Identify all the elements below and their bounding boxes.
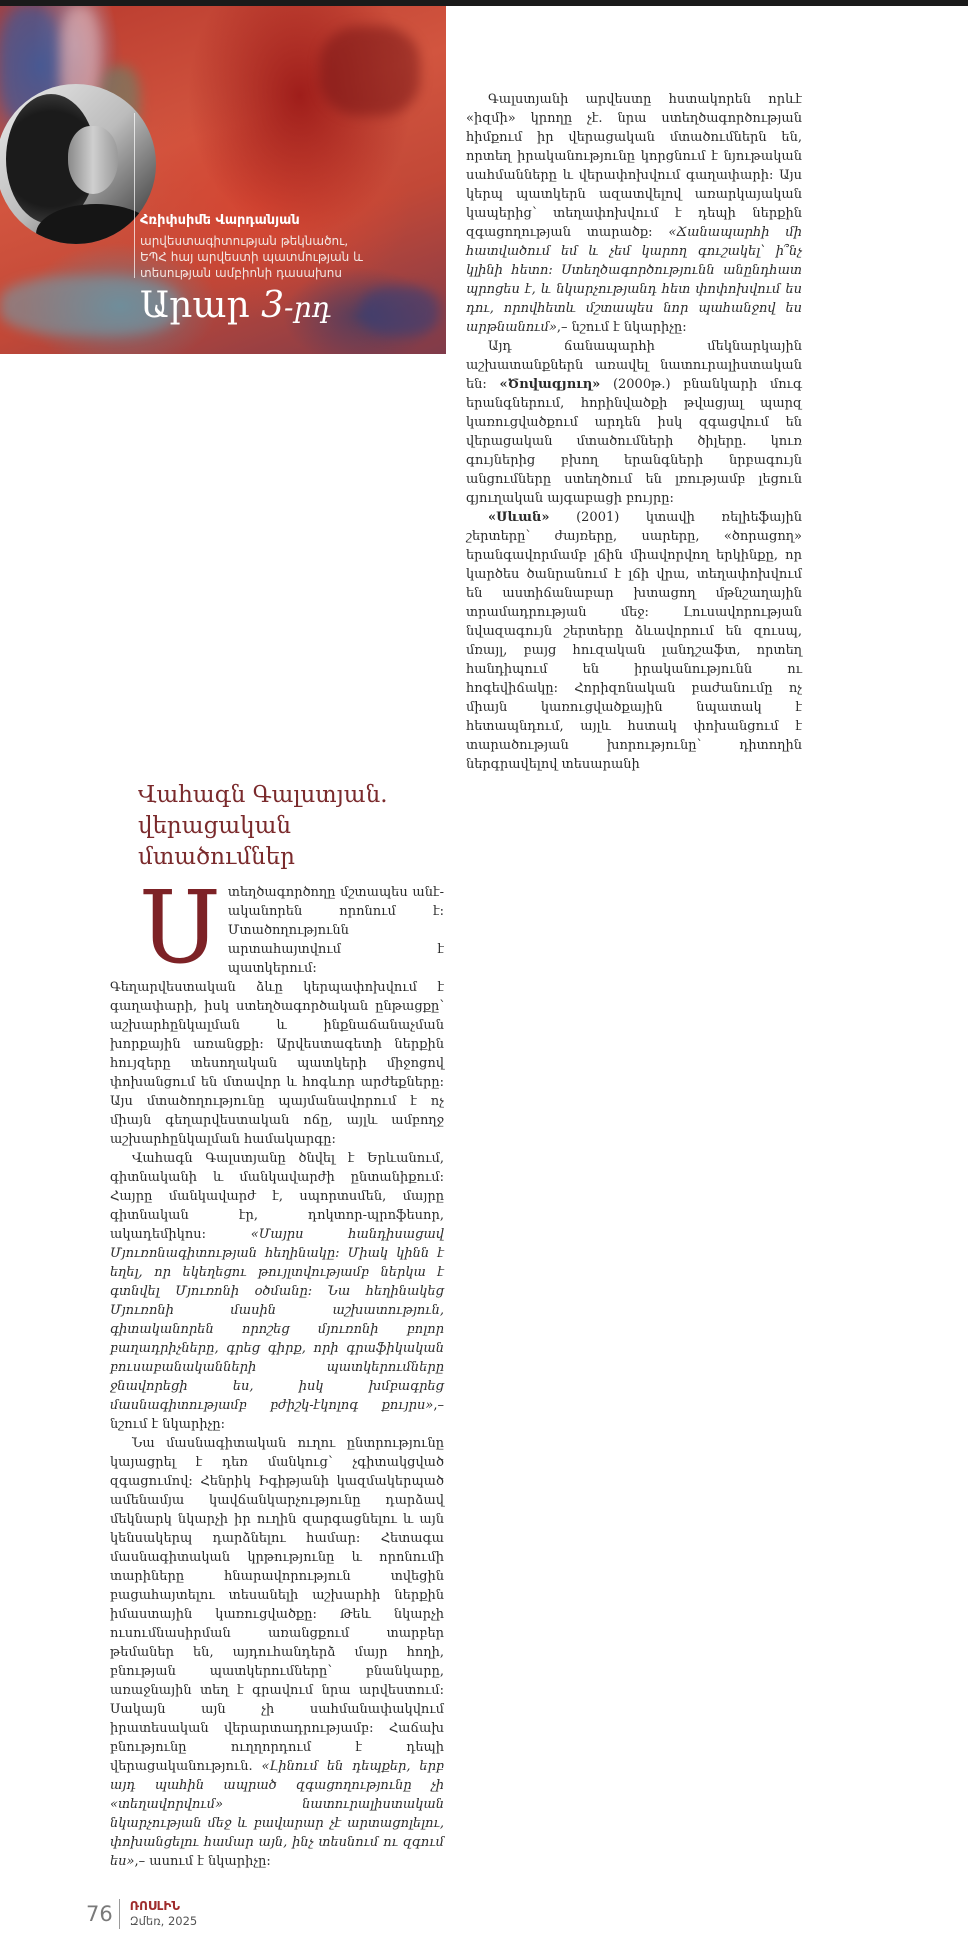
paragraph-text: Այդ ճանապարհի մեկնարկային աշխատանքներն առավել նատուրալիստական են: xyxy=(466,339,802,392)
article-column-right xyxy=(446,6,802,774)
headline-line-1: Վահագն Գալստյան. xyxy=(138,782,388,808)
author-credential-line: տեսության ամբիոնի դասախոս xyxy=(140,266,342,280)
article-column-left xyxy=(110,869,444,1871)
footer-divider xyxy=(119,1899,120,1929)
paragraph-text: (2001) կտավի ռելիեֆային շերտերը՝ ժայռերը, սարերը, «ծորացող» երանգավորմամբ լճին միավորվող երկինքը, որ կարծես ծանրանում է լճի վրա, տեղափոխվում են աստիճանաբար խտացող մթնշաղային տրամադրության մեջ: Լուսավորության նվազագույն շերտերը ձևավորում են զուսպ, մռայլ, բայց հուզական լանդշաֆտ, որտեղ հանդիպում են իրականությունն ու հոգեվիճակը: Հորիզոնական բաժանումը ոչ միայն կառուցվածքային նպատակ է հետապնդում, այլև հստակ փոխանցում է տարածության խորությունը՝ դիտողին ներգրավելով տեսարանի xyxy=(466,510,802,772)
quote-attribution: ,– ասում է նկարիչը: xyxy=(134,1854,271,1869)
headline-line-2: վերացական մտածումներ xyxy=(138,813,295,870)
paragraph-path xyxy=(110,1434,444,1871)
artwork-title: «Սևան» xyxy=(488,510,550,525)
drop-cap: Ս xyxy=(140,869,220,986)
section-number: 3 xyxy=(261,285,285,326)
quote-attribution: ,– նշում է նկարիչը: xyxy=(110,1398,444,1432)
artist-quote: «Ճանապարհի մի հատվածում եմ և չեմ կարող գուշակել՝ ի՞նչ կլինի հետո: Ստեղծագործությունն անընդհատ պրոցես է, և նկարչությանդ հետ փոփոխվում ես դու, որովհետև մշտապես նոր պահանջով ես արթնանում» xyxy=(466,225,802,335)
magazine-name: ՌՈՍԼԻՆ xyxy=(129,1899,180,1913)
divider-line xyxy=(134,113,135,278)
section-label xyxy=(140,285,440,329)
article-headline xyxy=(138,780,444,873)
paragraph-text: Գալստյանի արվեստը հստակորեն որևէ «իզմի» կրողը չէ. նրա ստեղծագործության հիմքում իր վերացական մտածումներն են, որտեղ իրականությունը կորցնում է նյութական սահմանները և վերափոխվում գաղափարի: Այս կերպ պատկերն ազատվելով առարկայական կապերից՝ տեղափոխվում է դեպի ներքին զգացողության տարածք: xyxy=(466,92,802,240)
artist-quote: «Մայրս հանդիսացավ Մյուռոնագիտության հեղինակը: Միակ կինն է եղել, որ եկեղեցու թույլտվությամբ ներկա է գտնվել Մյուռոնի օծմանը: Նա հեղինակեց Մյուռոնի մասին աշխատություն, գիտականորեն որոշեց մյուռոնի բոլոր բաղադրիչները, գրեց գիրք, որի գրաֆիկական բուսաբանականների պատկերումները ջնավորեցի ես, իսկ խմբագրեց մասնագիտությամբ բժիշկ-էկոլոգ քույրս» xyxy=(110,1227,444,1413)
section-word: Արար xyxy=(140,285,250,326)
section-suffix: -րդ xyxy=(284,291,332,324)
paragraph-text: տեղծագործողը մշտապես անէ-ականորեն որոնում է: Մտածողությունն արտահայտվում է պատկերում: Գեղարվեստական ձևը կերպափոխվում է գաղափարի, իսկ ստեղծագործական ընթացքը՝ աշխարհընկալման և ինքնաճանաչման խորքային առանցքի: Արվեստագետի ներքին հույզերը տեսողական պատկերի միջոցով փոխանցում են մտավոր և հոգևոր արժեքները: Այս մտածողությունը պայմանավորում է ոչ միայն գեղարվեստական ոճը, այլև ամբողջ աշխարհընկալման համակարգը: xyxy=(110,885,444,1147)
paragraph-early-works xyxy=(466,337,802,508)
hero-text-stack xyxy=(140,212,440,329)
author-credential-line: արվեստագիտության թեկնածու, xyxy=(140,234,349,248)
author-credential-line: ԵՊՀ հայ արվեստի պատմության և xyxy=(140,250,363,264)
paragraph-sevan xyxy=(466,508,802,774)
magazine-page xyxy=(0,6,968,1929)
page-footer xyxy=(86,1899,968,1929)
paragraph-text: (2000թ.) բնանկարի մուգ երանգներում, հորինվածքի թվացյալ պարզ կառուցվածքում արդեն իսկ զգացվում են վերացական մտածումների ծիլերը. կուռ գույներից բխող երանգների նրբագույն անցումները ստեղծում են լռությամբ լեցուն գյուղական այգաբացի բույրը: xyxy=(466,377,802,506)
paragraph-biography xyxy=(110,1149,444,1434)
page-number: 76 xyxy=(86,1902,113,1926)
author-name: Հռիփսիմե Վարդանյան xyxy=(140,213,300,228)
author-credentials xyxy=(140,233,440,281)
lower-section xyxy=(0,774,968,1871)
paragraph-intro xyxy=(110,869,444,1149)
upper-section xyxy=(0,6,968,774)
artwork-title: «Ծովագյուղ» xyxy=(499,377,601,392)
quote-attribution: ,– նշում է նկարիչը: xyxy=(556,320,687,335)
issue-date: Զմեռ, 2025 xyxy=(129,1914,198,1928)
footer-meta xyxy=(130,1899,198,1929)
hero-painting-banner xyxy=(0,6,446,354)
paragraph-text: Վահագն Գալստյանը ծնվել է Երևանում, գիտնականի և մանկավարժի ընտանիքում: Հայրը մանկավարժ է, սպորտսմեն, մայրը գիտնական էր, դոկտոր-պրոֆեսոր, ակադեմիկոս: xyxy=(110,1151,444,1242)
paragraph-abstraction xyxy=(466,90,802,337)
article-left-block xyxy=(110,774,444,1871)
paragraph-text: Նա մասնագիտական ուղու ընտրությունը կայացրել է դեռ մանկուց՝ չգիտակցված զգացումով: Հենրիկ Իգիթյանի կազմակերպած ամենամյա կավճանկարչությունը դարձավ մեկնարկ նկարչի իր ուղին զարգացնելու և այն կենսակերպ դարձնելու համար: Հետագա մասնագիտական կրթությունը և որոնումի տարիները հնարավորություն տվեցին բացահայտելու տեսանելի աշխարհի ներքին իմաստային կառուցվածքը: Թեև նկարչի ուսումնասիրման առանցքում տարբեր թեմաներ են, այդուհանդերձ մայր հողի, բնության պատկերումները՝ բնանկարը, առաջնային տեղ է գրավում նրա արվեստում: Սակայն այն չի սահմանափակվում իրատեսական վերարտադրությամբ: Հաճախ բնությունը ուղղորդում է դեպի վերացականություն. xyxy=(110,1436,444,1774)
author-portrait xyxy=(0,84,156,244)
artist-quote: «Լինում են դեպքեր, երբ այդ պահին ապրած զգացողությունը չի «տեղավորվում» նատուրալիստական նկարչության մեջ և բավարար չէ արտացոլելու, փոխանցելու համար այն, ինչ տեսնում ու զգում ես» xyxy=(110,1759,444,1869)
